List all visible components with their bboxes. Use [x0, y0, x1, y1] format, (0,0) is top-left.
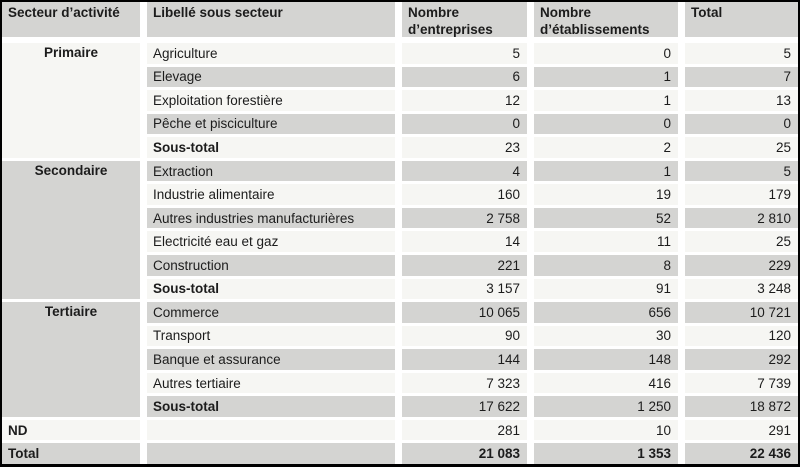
cell-agriculture-etablissements: 0 — [534, 43, 678, 64]
header-nombre-entreprises: Nombre d’entreprises — [402, 2, 527, 37]
row-label-exploitation-forestiere: Exploitation forestière — [147, 90, 395, 111]
cell-sous-total-secondaire-entreprises: 3 157 — [402, 279, 527, 300]
row-label-banque-assurance: Banque et assurance — [147, 349, 395, 370]
cell-agriculture-total: 5 — [685, 43, 798, 64]
cell-construction-etablissements: 8 — [534, 255, 678, 276]
row-label-industrie-alimentaire: Industrie alimentaire — [147, 184, 395, 205]
cell-sous-total-secondaire-total: 3 248 — [685, 279, 798, 300]
cell-sous-total-tertiaire-entreprises: 17 622 — [402, 396, 527, 417]
row-label-electricite-eau-gaz: Electricité eau et gaz — [147, 231, 395, 252]
cell-grand-total-total: 22 436 — [685, 443, 798, 464]
group-label-tertiaire: Tertiaire — [2, 302, 140, 417]
row-label-transport: Transport — [147, 326, 395, 347]
cell-banque-total: 292 — [685, 349, 798, 370]
cell-extraction-total: 5 — [685, 161, 798, 182]
cell-electricite-etablissements: 11 — [534, 231, 678, 252]
cell-sous-total-secondaire-etablissements: 91 — [534, 279, 678, 300]
cell-autres-industries-entreprises: 2 758 — [402, 208, 527, 229]
row-label-construction: Construction — [147, 255, 395, 276]
cell-nd-etablissements: 10 — [534, 420, 678, 441]
cell-industrie-alimentaire-entreprises: 160 — [402, 184, 527, 205]
row-label-peche-pisciculture: Pêche et pisciculture — [147, 114, 395, 135]
cell-sous-total-primaire-etablissements: 2 — [534, 137, 678, 158]
row-label-extraction: Extraction — [147, 161, 395, 182]
row-label-elevage: Elevage — [147, 67, 395, 88]
row-label-sous-total-secondaire: Sous-total — [147, 279, 395, 300]
cell-extraction-entreprises: 4 — [402, 161, 527, 182]
group-label-secondaire: Secondaire — [2, 161, 140, 299]
cell-autres-industries-total: 2 810 — [685, 208, 798, 229]
cell-elevage-total: 7 — [685, 67, 798, 88]
cell-elevage-etablissements: 1 — [534, 67, 678, 88]
cell-peche-etablissements: 0 — [534, 114, 678, 135]
cell-banque-entreprises: 144 — [402, 349, 527, 370]
cell-autres-tertiaire-total: 7 739 — [685, 373, 798, 394]
cell-autres-tertiaire-etablissements: 416 — [534, 373, 678, 394]
cell-extraction-etablissements: 1 — [534, 161, 678, 182]
cell-sous-total-primaire-total: 25 — [685, 137, 798, 158]
empty-cell-total-libelle — [147, 443, 395, 464]
cell-industrie-alimentaire-etablissements: 19 — [534, 184, 678, 205]
group-label-primaire: Primaire — [2, 43, 140, 158]
cell-exploitation-etablissements: 1 — [534, 90, 678, 111]
cell-electricite-total: 25 — [685, 231, 798, 252]
cell-transport-etablissements: 30 — [534, 326, 678, 347]
cell-industrie-alimentaire-total: 179 — [685, 184, 798, 205]
row-label-agriculture: Agriculture — [147, 43, 395, 64]
row-label-sous-total-primaire: Sous-total — [147, 137, 395, 158]
cell-peche-entreprises: 0 — [402, 114, 527, 135]
cell-commerce-total: 10 721 — [685, 302, 798, 323]
cell-commerce-entreprises: 10 065 — [402, 302, 527, 323]
row-label-sous-total-tertiaire: Sous-total — [147, 396, 395, 417]
cell-grand-total-entreprises: 21 083 — [402, 443, 527, 464]
cell-banque-etablissements: 148 — [534, 349, 678, 370]
row-label-autres-tertiaire: Autres tertiaire — [147, 373, 395, 394]
cell-nd-total: 291 — [685, 420, 798, 441]
row-label-autres-industries: Autres industries manufacturières — [147, 208, 395, 229]
row-label-nd: ND — [2, 420, 140, 441]
cell-grand-total-etablissements: 1 353 — [534, 443, 678, 464]
cell-elevage-entreprises: 6 — [402, 67, 527, 88]
cell-peche-total: 0 — [685, 114, 798, 135]
cell-construction-entreprises: 221 — [402, 255, 527, 276]
cell-commerce-etablissements: 656 — [534, 302, 678, 323]
cell-electricite-entreprises: 14 — [402, 231, 527, 252]
header-libelle-sous-secteur: Libellé sous secteur — [147, 2, 395, 37]
cell-transport-entreprises: 90 — [402, 326, 527, 347]
cell-sous-total-tertiaire-etablissements: 1 250 — [534, 396, 678, 417]
cell-autres-industries-etablissements: 52 — [534, 208, 678, 229]
cell-nd-entreprises: 281 — [402, 420, 527, 441]
header-total: Total — [685, 2, 798, 37]
cell-transport-total: 120 — [685, 326, 798, 347]
header-secteur-activite: Secteur d’activité — [2, 2, 140, 37]
cell-exploitation-entreprises: 12 — [402, 90, 527, 111]
cell-sous-total-tertiaire-total: 18 872 — [685, 396, 798, 417]
cell-autres-tertiaire-entreprises: 7 323 — [402, 373, 527, 394]
cell-agriculture-entreprises: 5 — [402, 43, 527, 64]
cell-sous-total-primaire-entreprises: 23 — [402, 137, 527, 158]
cell-construction-total: 229 — [685, 255, 798, 276]
header-nombre-etablissements: Nombre d’établissements — [534, 2, 678, 37]
empty-cell-nd-libelle — [147, 420, 395, 441]
row-label-grand-total: Total — [2, 443, 140, 464]
row-label-commerce: Commerce — [147, 302, 395, 323]
cell-exploitation-total: 13 — [685, 90, 798, 111]
